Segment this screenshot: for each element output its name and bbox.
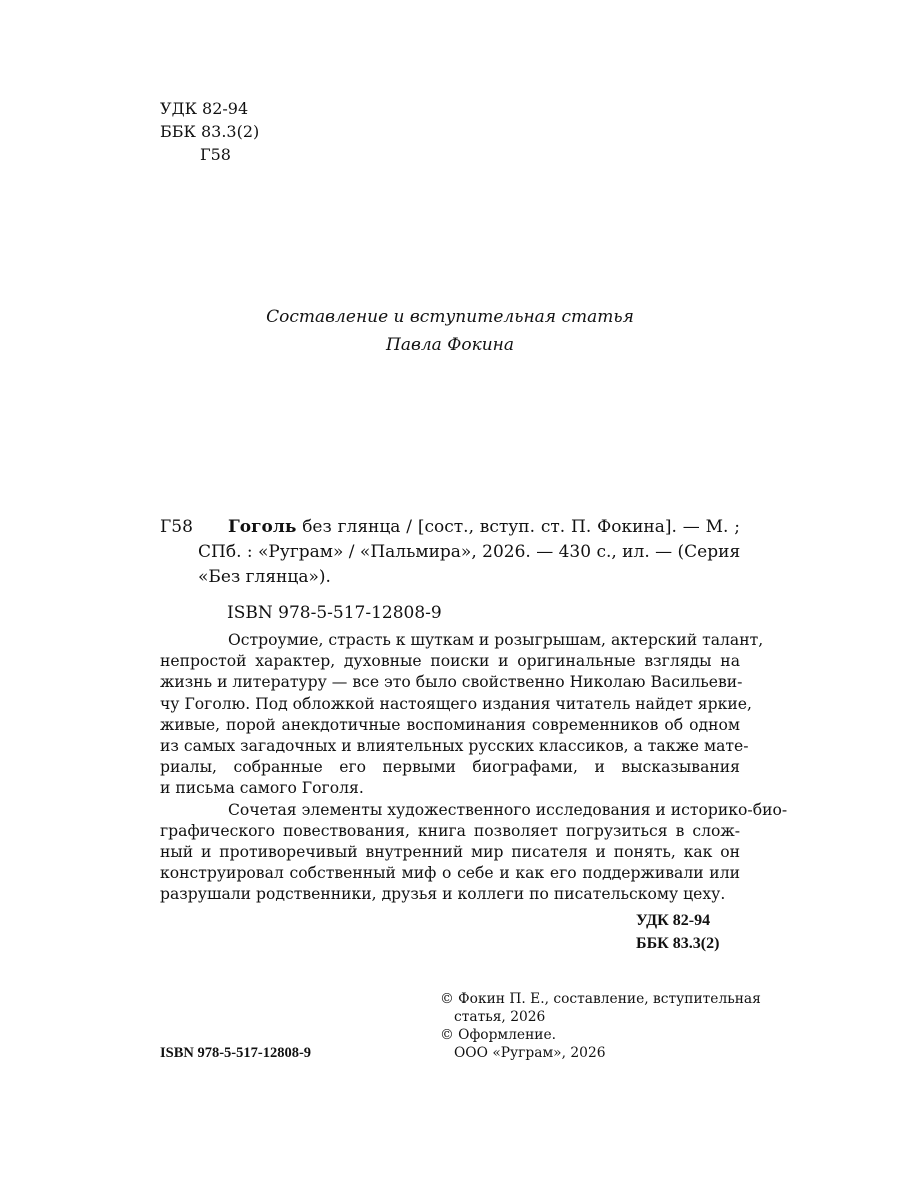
- annotation-p1-line: и письма самого Гоголя.: [160, 779, 364, 798]
- annotation-p1-line: чу Гоголю. Под обложкой настоящего издания читатель найдет яркие,: [160, 694, 752, 713]
- copyright-line-1: © Фокин П. Е., составление, вступительная: [440, 991, 761, 1007]
- annotation-p2-line: конструировал собственный миф о себе и как его поддерживали или: [160, 864, 740, 883]
- copyright-line-3: © Оформление.: [440, 1027, 557, 1043]
- copyright-line-4: ООО «Руграм», 2026: [454, 1045, 606, 1061]
- copyright-line-2: статья, 2026: [454, 1009, 546, 1025]
- compiler-note-line2: Павла Фокина: [386, 335, 514, 355]
- bbk-code-top: ББК 83.3(2): [160, 122, 260, 141]
- isbn-bottom: ISBN 978-5-517-12808-9: [160, 1045, 312, 1061]
- udk-code-top: УДК 82-94: [160, 99, 249, 118]
- annotation-p1-line: Остроумие, страсть к шуткам и розыгрышам, актерский талант,: [228, 631, 764, 649]
- annotation-p1-line: живые, порой анекдотичные воспоминания современников об одном: [160, 715, 740, 734]
- isbn-main: ISBN 978-5-517-12808-9: [227, 603, 442, 623]
- annotation-p2-line: разрушали родственники, друзья и коллеги по писательскому цеху.: [160, 885, 726, 904]
- bbk-code-bottom: ББК 83.3(2): [636, 935, 720, 952]
- annotation: [160, 630, 788, 906]
- bib-title: Гоголь: [228, 517, 297, 537]
- copyright-block: [440, 990, 761, 1062]
- annotation-p2-line: графического повествования, книга позволяет погрузиться в слож-: [160, 821, 740, 840]
- annotation-p2-line: ный и противоречивый внутренний мир писателя и понять, как он: [160, 843, 740, 862]
- annotation-p1-line: из самых загадочных и влиятельных русских классиков, а также мате-: [160, 737, 749, 756]
- author-mark-top: Г58: [200, 145, 231, 164]
- annotation-p1-line: риалы, собранные его первыми биографами, и высказывания: [160, 758, 740, 777]
- compiler-note-line1: Составление и вступительная статья: [266, 307, 634, 327]
- annotation-p1-line: жизнь и литературу — все это было свойственно Николаю Васильеви-: [160, 673, 743, 692]
- bib-line1-rest: без глянца / [сост., вступ. ст. П. Фокина]. — М. ;: [296, 517, 740, 537]
- bib-line-3: «Без глянца»).: [198, 567, 331, 587]
- bibliographic-record: [160, 515, 740, 590]
- bib-index: Г58: [160, 517, 193, 537]
- annotation-p1-line: непростой характер, духовные поиски и оригинальные взгляды на: [160, 652, 740, 671]
- bib-line-1: [160, 515, 740, 540]
- bib-line-2: СПб. : «Руграм» / «Пальмира», 2026. — 430 с., ил. — (Серия: [198, 542, 741, 562]
- annotation-p2-line: Сочетая элементы художественного исследования и историко-био-: [228, 800, 788, 819]
- udk-code-bottom: УДК 82-94: [636, 912, 711, 929]
